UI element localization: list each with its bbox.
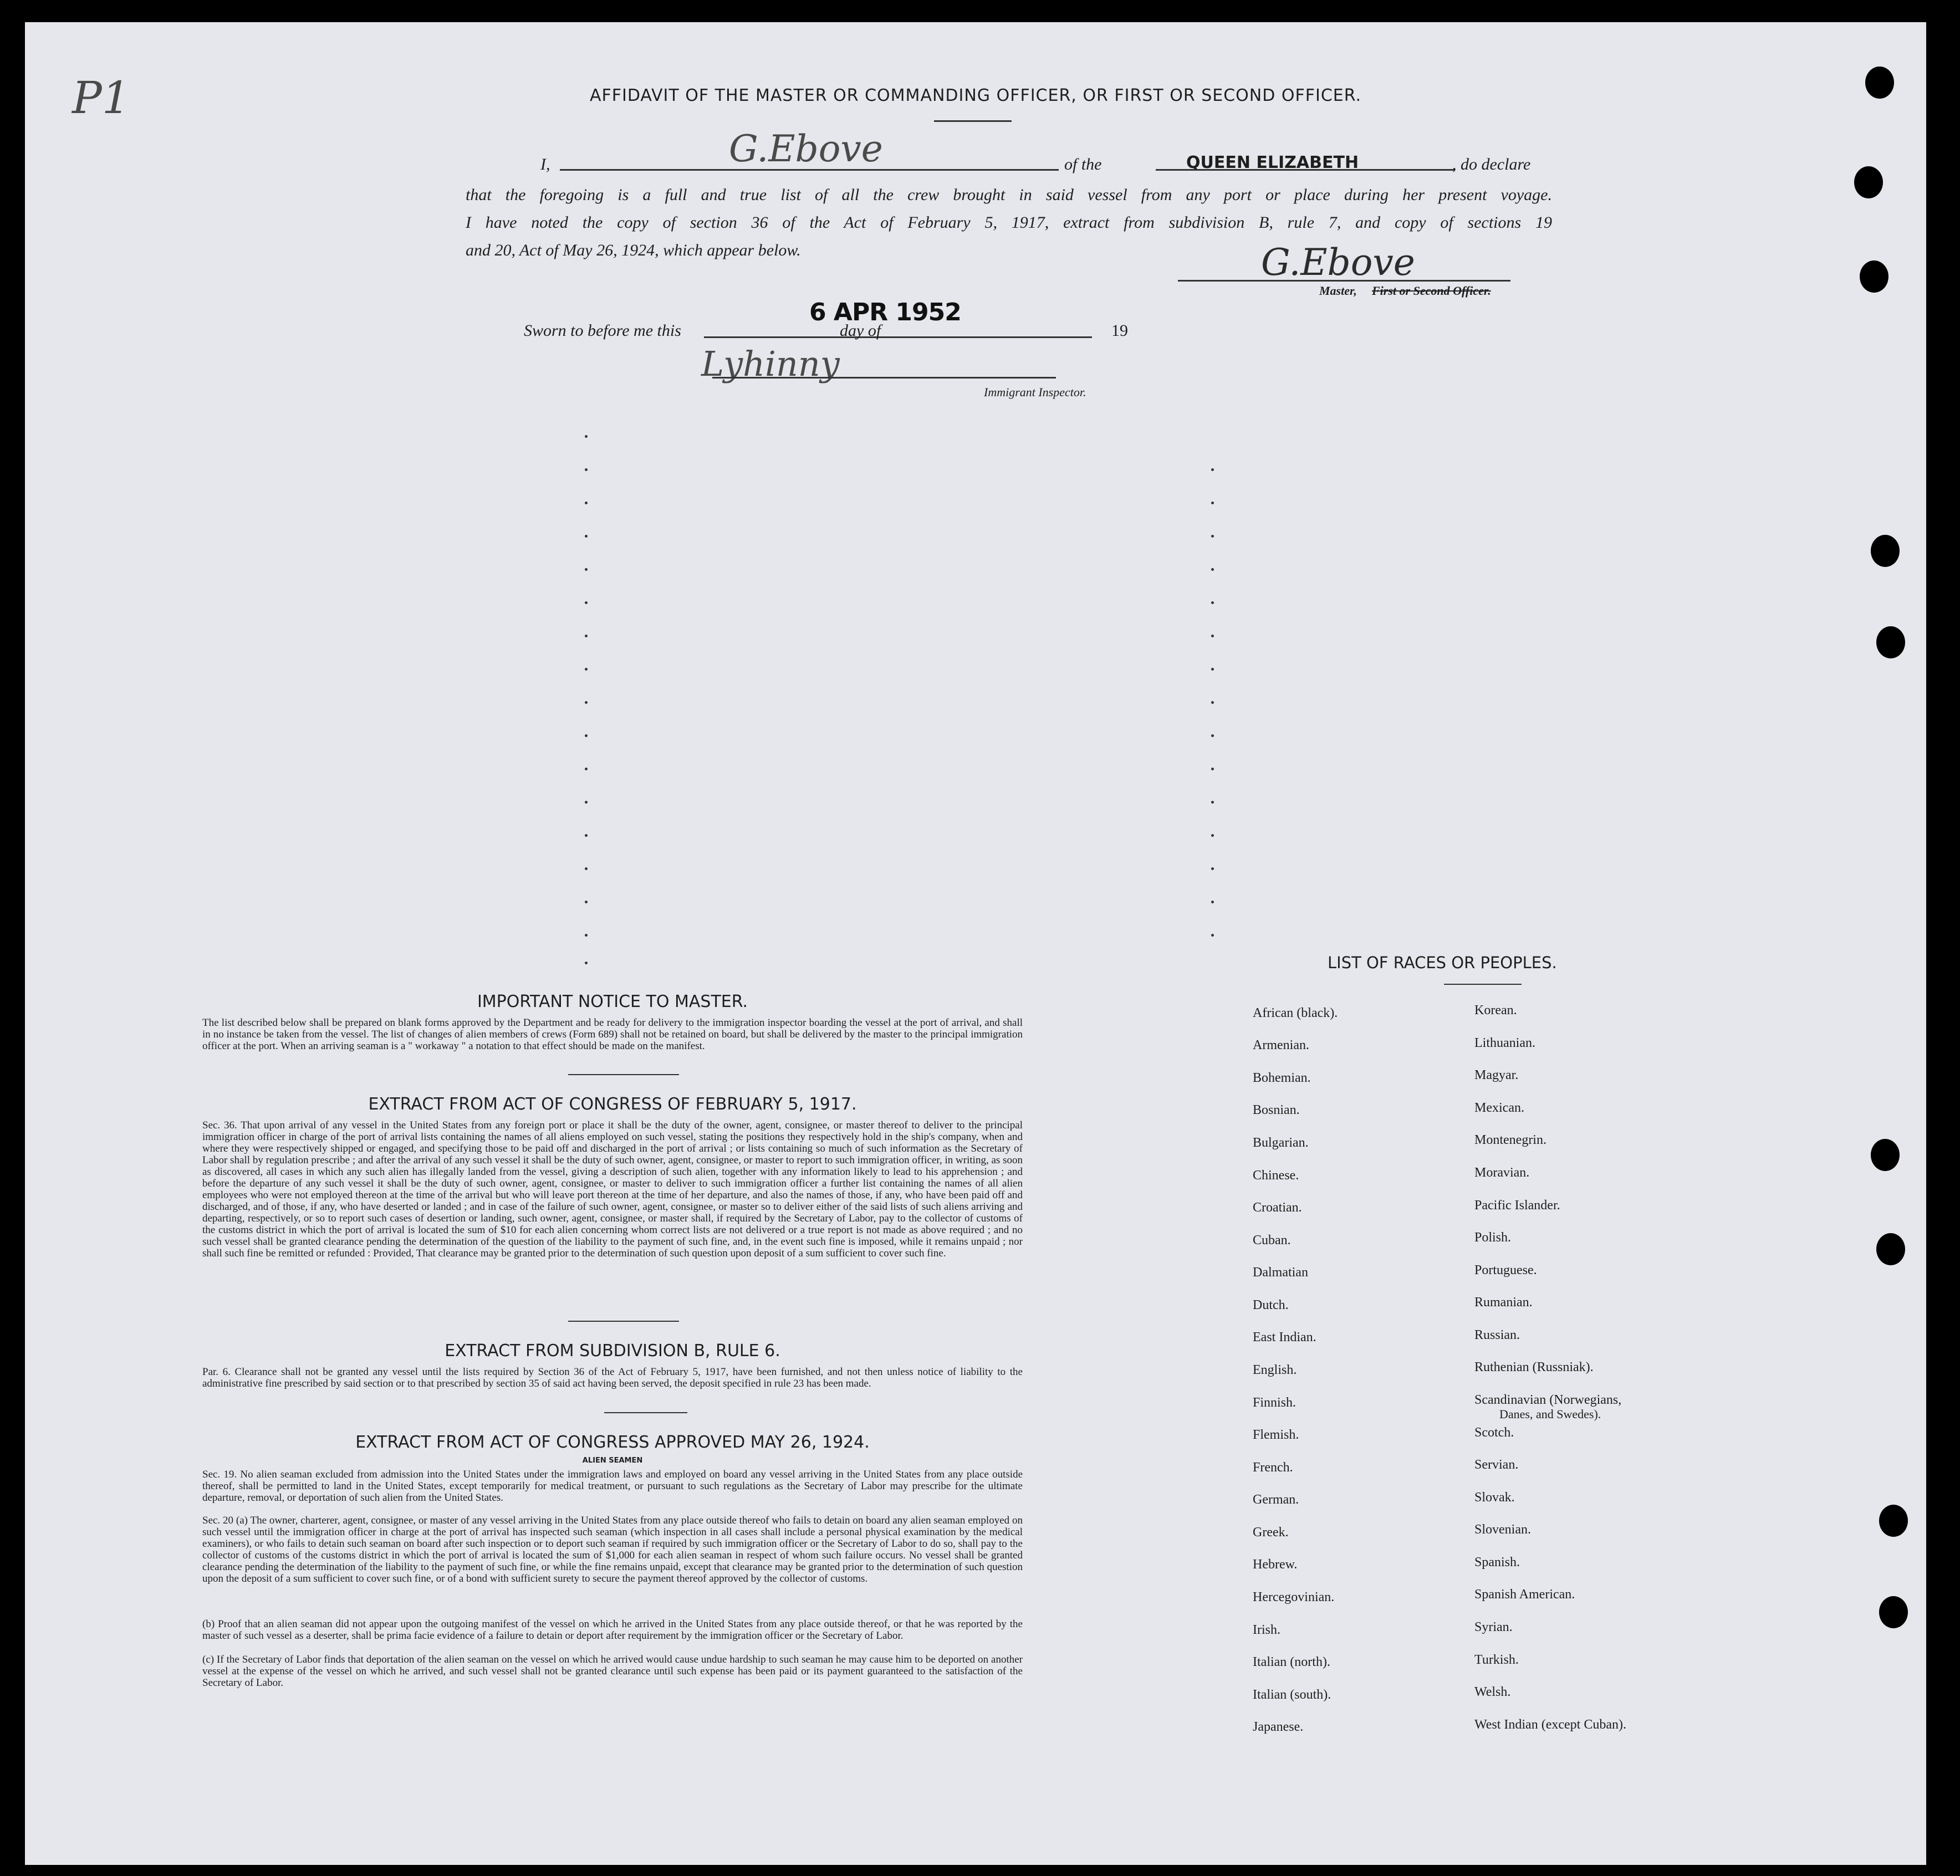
race-item: Hercegovinian.	[1253, 1590, 1335, 1604]
race-item: African (black).	[1253, 1006, 1338, 1020]
rule-6-heading: EXTRACT FROM SUBDIVISION B, RULE 6.	[445, 1341, 780, 1361]
punch-hole-icon	[1860, 260, 1888, 293]
race-item: Bulgarian.	[1253, 1136, 1309, 1150]
vessel-name: QUEEN ELIZABETH	[1186, 153, 1359, 172]
affidavit-line-3: I have noted the copy of section 36 of the Act of February 5, 1917, extract from subdivision B, rule 7, and copy of sections 19	[466, 213, 1552, 232]
race-item: Lithuanian.	[1474, 1036, 1535, 1050]
affidavit-line-4: and 20, Act of May 26, 1924, which appear below.	[466, 241, 801, 259]
affidavit-line-2: that the foregoing is a full and true list of all the crew brought in said vessel from any port or place during her present voyage.	[466, 186, 1552, 204]
margin-mark: P1	[72, 72, 130, 124]
race-item: Montenegrin.	[1474, 1133, 1546, 1147]
sworn-label: Sworn to before me this	[524, 321, 681, 340]
date-stamp: 6 APR 1952	[809, 298, 961, 326]
race-item: Japanese.	[1253, 1720, 1304, 1734]
heading-rule	[934, 120, 1012, 122]
do-declare-label: , do declare	[1452, 155, 1531, 173]
race-item: West Indian (except Cuban).	[1474, 1717, 1626, 1732]
vessel-line	[1156, 169, 1455, 171]
race-item: Dutch.	[1253, 1298, 1289, 1312]
act-1924-heading: EXTRACT FROM ACT OF CONGRESS APPROVED MAY 26, 1924.	[355, 1433, 870, 1452]
master-name-handwritten: G.Ebove	[729, 127, 883, 170]
act-1924-sec20a: Sec. 20 (a) The owner, charterer, agent, consignee, or master of any vessel arriving in the United States from any place outside thereof who fails to detain on board any alien seaman employed on such vessel until the immigration officer in charge at the port of arrival has inspected such seaman (which inspection in all cases shall include a personal physical examination by the medical examiners), or who fails to detain such seaman on board after such inspection or to deport such seaman if required by such immigration officer or the Secretary of Labor to do so, shall pay to the collector of customs of the customs district in which the port of arrival is located the sum of $1,000 for each alien seaman in respect of whom such failure occurs. No vessel shall be granted clearance pending the determination of the liability to the payment of such fine, or while the fine remains unpaid, except that clearance may be granted prior to the determination of such question upon the deposit of a sum sufficient to cover such fine, or of a bond with sufficient surety to secure the payment thereof approved by the collector of customs.	[202, 1515, 1023, 1584]
act-1917-heading: EXTRACT FROM ACT OF CONGRESS OF FEBRUARY 5, 1917.	[368, 1095, 857, 1114]
race-item: Finnish.	[1253, 1396, 1297, 1410]
race-item: Servian.	[1474, 1458, 1519, 1472]
year-prefix: 19	[1111, 321, 1128, 340]
race-item: Turkish.	[1474, 1653, 1519, 1667]
act-1924-sec20b: (b) Proof that an alien seaman did not appear upon the outgoing manifest of the vessel on which he arrived in the United States from any place outside thereof, or that he was reported by the master of such vessel as a deserter, shall be prima facie evidence of a failure to detain or deport after requirement by the immigration officer or the Secretary of Labor.	[202, 1618, 1023, 1642]
day-of-label: day of	[840, 321, 881, 340]
inspector-line	[712, 377, 1056, 379]
race-item: Italian (north).	[1253, 1655, 1330, 1669]
race-item: Rumanian.	[1474, 1295, 1533, 1310]
race-item: Armenian.	[1253, 1038, 1309, 1052]
signature-line	[1178, 280, 1510, 282]
race-item: Greek.	[1253, 1525, 1289, 1540]
race-item: Irish.	[1253, 1623, 1280, 1637]
race-item: East Indian.	[1253, 1330, 1316, 1345]
punch-hole-icon	[1865, 67, 1894, 99]
punch-hole-icon	[1879, 1596, 1908, 1628]
race-item: Slovenian.	[1474, 1522, 1531, 1537]
affidavit-heading: AFFIDAVIT OF THE MASTER OR COMMANDING OFFICER, OR FIRST OR SECOND OFFICER.	[589, 86, 1362, 105]
rule-6-body: Par. 6. Clearance shall not be granted any vessel until the lists required by Section 36 of the Act of February 5, 1917, have been furnished, and not then unless notice of liability to the administrative fine prescribed by said section or to that prescribed by section 35 of said act having been served, the deposit specified in rule 23 has been made.	[202, 1366, 1023, 1389]
punch-hole-icon	[1871, 535, 1900, 567]
act-1924-sec20c: (c) If the Secretary of Labor finds that deportation of the alien seaman on the vessel on which he arrived would cause undue hardship to such seaman he may cause him to be deported on another vessel at the expense of the vessel on which he arrived, and such vessel shall not be granted clearance until such expense has been paid or its payment guaranteed to the satisfaction of the Secretary of Labor.	[202, 1654, 1023, 1689]
race-item: Scandinavian (Norwegians,	[1474, 1393, 1622, 1407]
race-item: Mexican.	[1474, 1101, 1524, 1115]
rule	[604, 1412, 687, 1413]
race-item: Syrian.	[1474, 1620, 1513, 1634]
race-item: Polish.	[1474, 1230, 1512, 1245]
master-label: Master,	[1319, 284, 1357, 298]
act-1917-body: Sec. 36. That upon arrival of any vessel in the United States from any foreign port or place it shall be the duty of the owner, agent, consignee, or master thereof to deliver to the principal immigration officer in charge of the port of arrival lists containing the names of all aliens employed on such vessel, stating the positions they respectively hold in the ship's company, when and where they were respectively shipped or engaged, and specifying those to be paid off and discharged in the port of arrival ; or lists containing so much of such information as the Secretary of Labor shall by regulation prescribe ; and after the arrival of any such vessel it shall be the duty of such owner, agent, consignee, or master to report to such immigration officer, in writing, as soon as discovered, all cases in which any such alien has illegally landed from the vessel, giving a description of such alien, together with any information likely to lead to his apprehension ; and before the departure of any such vessel it shall be the duty of such owner, agent, consignee, or master to deliver to such immigration officer a further list containing the names of all alien employees who were not employed thereon at the time of the arrival but who will leave port thereon at the time of her departure, and also the names of those, if any, who have been paid off and discharged, and of those, if any, who have deserted or landed ; and in case of the failure of such owner, agent, consignee, or master so to deliver either of the said lists of such aliens arriving and departing, respectively, or so to report such cases of desertion or landing, such owner, agent, consignee, or master shall, if required by the Secretary of Labor, pay to the collector of customs of the customs district in which the port of arrival is located the sum of $10 for each alien concerning whom correct lists are not delivered or a true report is not made as above required ; and no such vessel shall be granted clearance pending the determination of the question of the liability to the payment of such fine, and, in the event such fine is imposed, while it remains unpaid ; nor shall such fine be remitted or refunded : Provided, That clearance may be granted prior to the determination of such question upon deposit of a sum sufficient to cover such fine.	[202, 1120, 1023, 1259]
race-item: Dalmatian	[1253, 1265, 1308, 1280]
sworn-line	[704, 336, 1092, 338]
race-item: Scotch.	[1474, 1425, 1514, 1440]
punch-hole-icon	[1871, 1139, 1900, 1171]
race-item: Bosnian.	[1253, 1103, 1300, 1117]
rule	[568, 1074, 679, 1075]
race-item-continuation: Danes, and Swedes).	[1499, 1407, 1601, 1421]
rule	[568, 1321, 679, 1322]
alien-seamen-subheading: ALIEN SEAMEN	[582, 1456, 643, 1465]
i-label: I,	[540, 155, 550, 173]
document-page	[25, 22, 1926, 1865]
punch-hole-icon	[1854, 166, 1883, 198]
punch-hole-icon	[1876, 626, 1905, 658]
master-signature: G.Ebove	[1261, 241, 1415, 284]
race-item: Cuban.	[1253, 1233, 1291, 1248]
race-item: Russian.	[1474, 1328, 1520, 1342]
race-item: Flemish.	[1253, 1428, 1299, 1442]
of-the-label: of the	[1064, 155, 1102, 173]
race-item: Hebrew.	[1253, 1557, 1298, 1572]
punch-hole-icon	[1876, 1233, 1905, 1265]
race-item: Korean.	[1474, 1003, 1517, 1018]
races-heading: LIST OF RACES OR PEOPLES.	[1328, 953, 1557, 972]
race-item: French.	[1253, 1460, 1293, 1475]
race-item: German.	[1253, 1492, 1299, 1507]
race-item: Moravian.	[1474, 1166, 1530, 1180]
race-item: Croatian.	[1253, 1200, 1302, 1215]
inspector-label: Immigrant Inspector.	[984, 385, 1086, 399]
act-1924-sec19: Sec. 19. No alien seaman excluded from admission into the United States under the immigration laws and employed on board any vessel arriving in the United States from any place outside thereof, shall be permitted to land in the United States, except temporarily for medical treatment, or pursuant to such regulations as the Secretary of Labor may prescribe for the ultimate departure, removal, or deportation of such alien from the United States.	[202, 1469, 1023, 1504]
notice-body: The list described below shall be prepared on blank forms approved by the Department and be ready for delivery to the immigration inspector boarding the vessel at the port of arrival, and shall in no instance be taken from the vessel. The list of changes of alien members of crews (Form 689) shall not be retained on board, but shall be delivered by the master to the principal immigration officer at the port. When an arriving seaman is a " workaway " a notation to that effect should be made on the manifest.	[202, 1017, 1023, 1052]
race-item: Spanish American.	[1474, 1587, 1575, 1602]
inspector-signature: Lyhinny	[701, 344, 840, 384]
punch-hole-icon	[1879, 1505, 1908, 1537]
race-item: Welsh.	[1474, 1685, 1511, 1699]
race-item: Italian (south).	[1253, 1688, 1331, 1702]
race-item: Slovak.	[1474, 1490, 1515, 1505]
notice-heading: IMPORTANT NOTICE TO MASTER.	[477, 992, 748, 1011]
race-item: Spanish.	[1474, 1555, 1520, 1570]
race-item: Pacific Islander.	[1474, 1198, 1560, 1213]
race-item: Chinese.	[1253, 1168, 1299, 1183]
race-item: Magyar.	[1474, 1068, 1519, 1082]
races-rule	[1444, 984, 1522, 985]
race-item: Portuguese.	[1474, 1263, 1537, 1277]
race-item: Ruthenian (Russniak).	[1474, 1360, 1594, 1374]
struck-officer-label: First or Second Officer.	[1372, 284, 1491, 298]
race-item: Bohemian.	[1253, 1071, 1311, 1085]
race-item: English.	[1253, 1363, 1297, 1377]
